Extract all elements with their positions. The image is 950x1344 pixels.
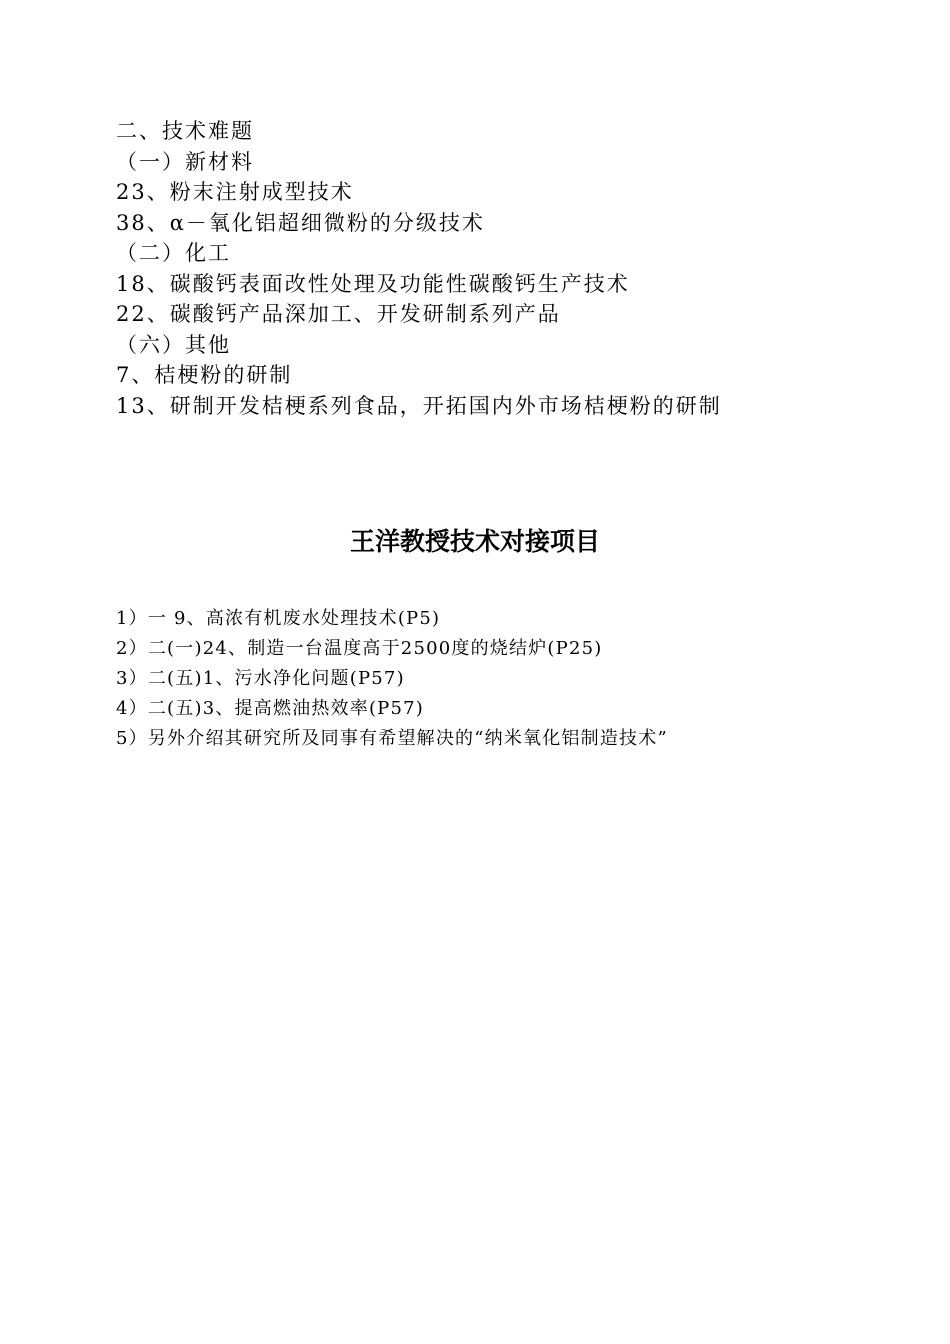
list-item: （二）化工 bbox=[116, 241, 231, 265]
list-item: 18、碳酸钙表面改性处理及功能性碳酸钙生产技术 bbox=[116, 271, 630, 296]
list-item: 13、研制开发桔梗系列食品，开拓国内外市场桔梗粉的研制 bbox=[116, 393, 722, 418]
list-item: 3）二(五)1、污水净化问题(P57) bbox=[116, 668, 405, 689]
technical-problems-list bbox=[116, 116, 836, 421]
list-item: 2）二(一)24、制造一台温度高于2500度的烧结炉(P25) bbox=[116, 638, 603, 659]
section-title: 王洋教授技术对接项目 bbox=[349, 527, 600, 556]
list-item: （一）新材料 bbox=[116, 149, 254, 174]
list-item: 22、碳酸钙产品深加工、开发研制系列产品 bbox=[116, 302, 561, 326]
list-item: 二、技术难题 bbox=[116, 119, 254, 143]
list-item: 23、粉末注射成型技术 bbox=[116, 180, 354, 204]
list-item: 38、α－氧化铝超细微粉的分级技术 bbox=[116, 210, 485, 235]
docking-projects-list bbox=[116, 604, 836, 754]
list-item: （六）其他 bbox=[116, 332, 231, 357]
list-item: 5）另外介绍其研究所及同事有希望解决的“纳米氧化铝制造技术” bbox=[116, 728, 668, 749]
list-item: 1）一 9、高浓有机废水处理技术(P5) bbox=[116, 608, 441, 629]
list-item: 7、桔梗粉的研制 bbox=[116, 363, 293, 387]
list-item: 4）二(五)3、提高燃油热效率(P57) bbox=[116, 698, 425, 719]
